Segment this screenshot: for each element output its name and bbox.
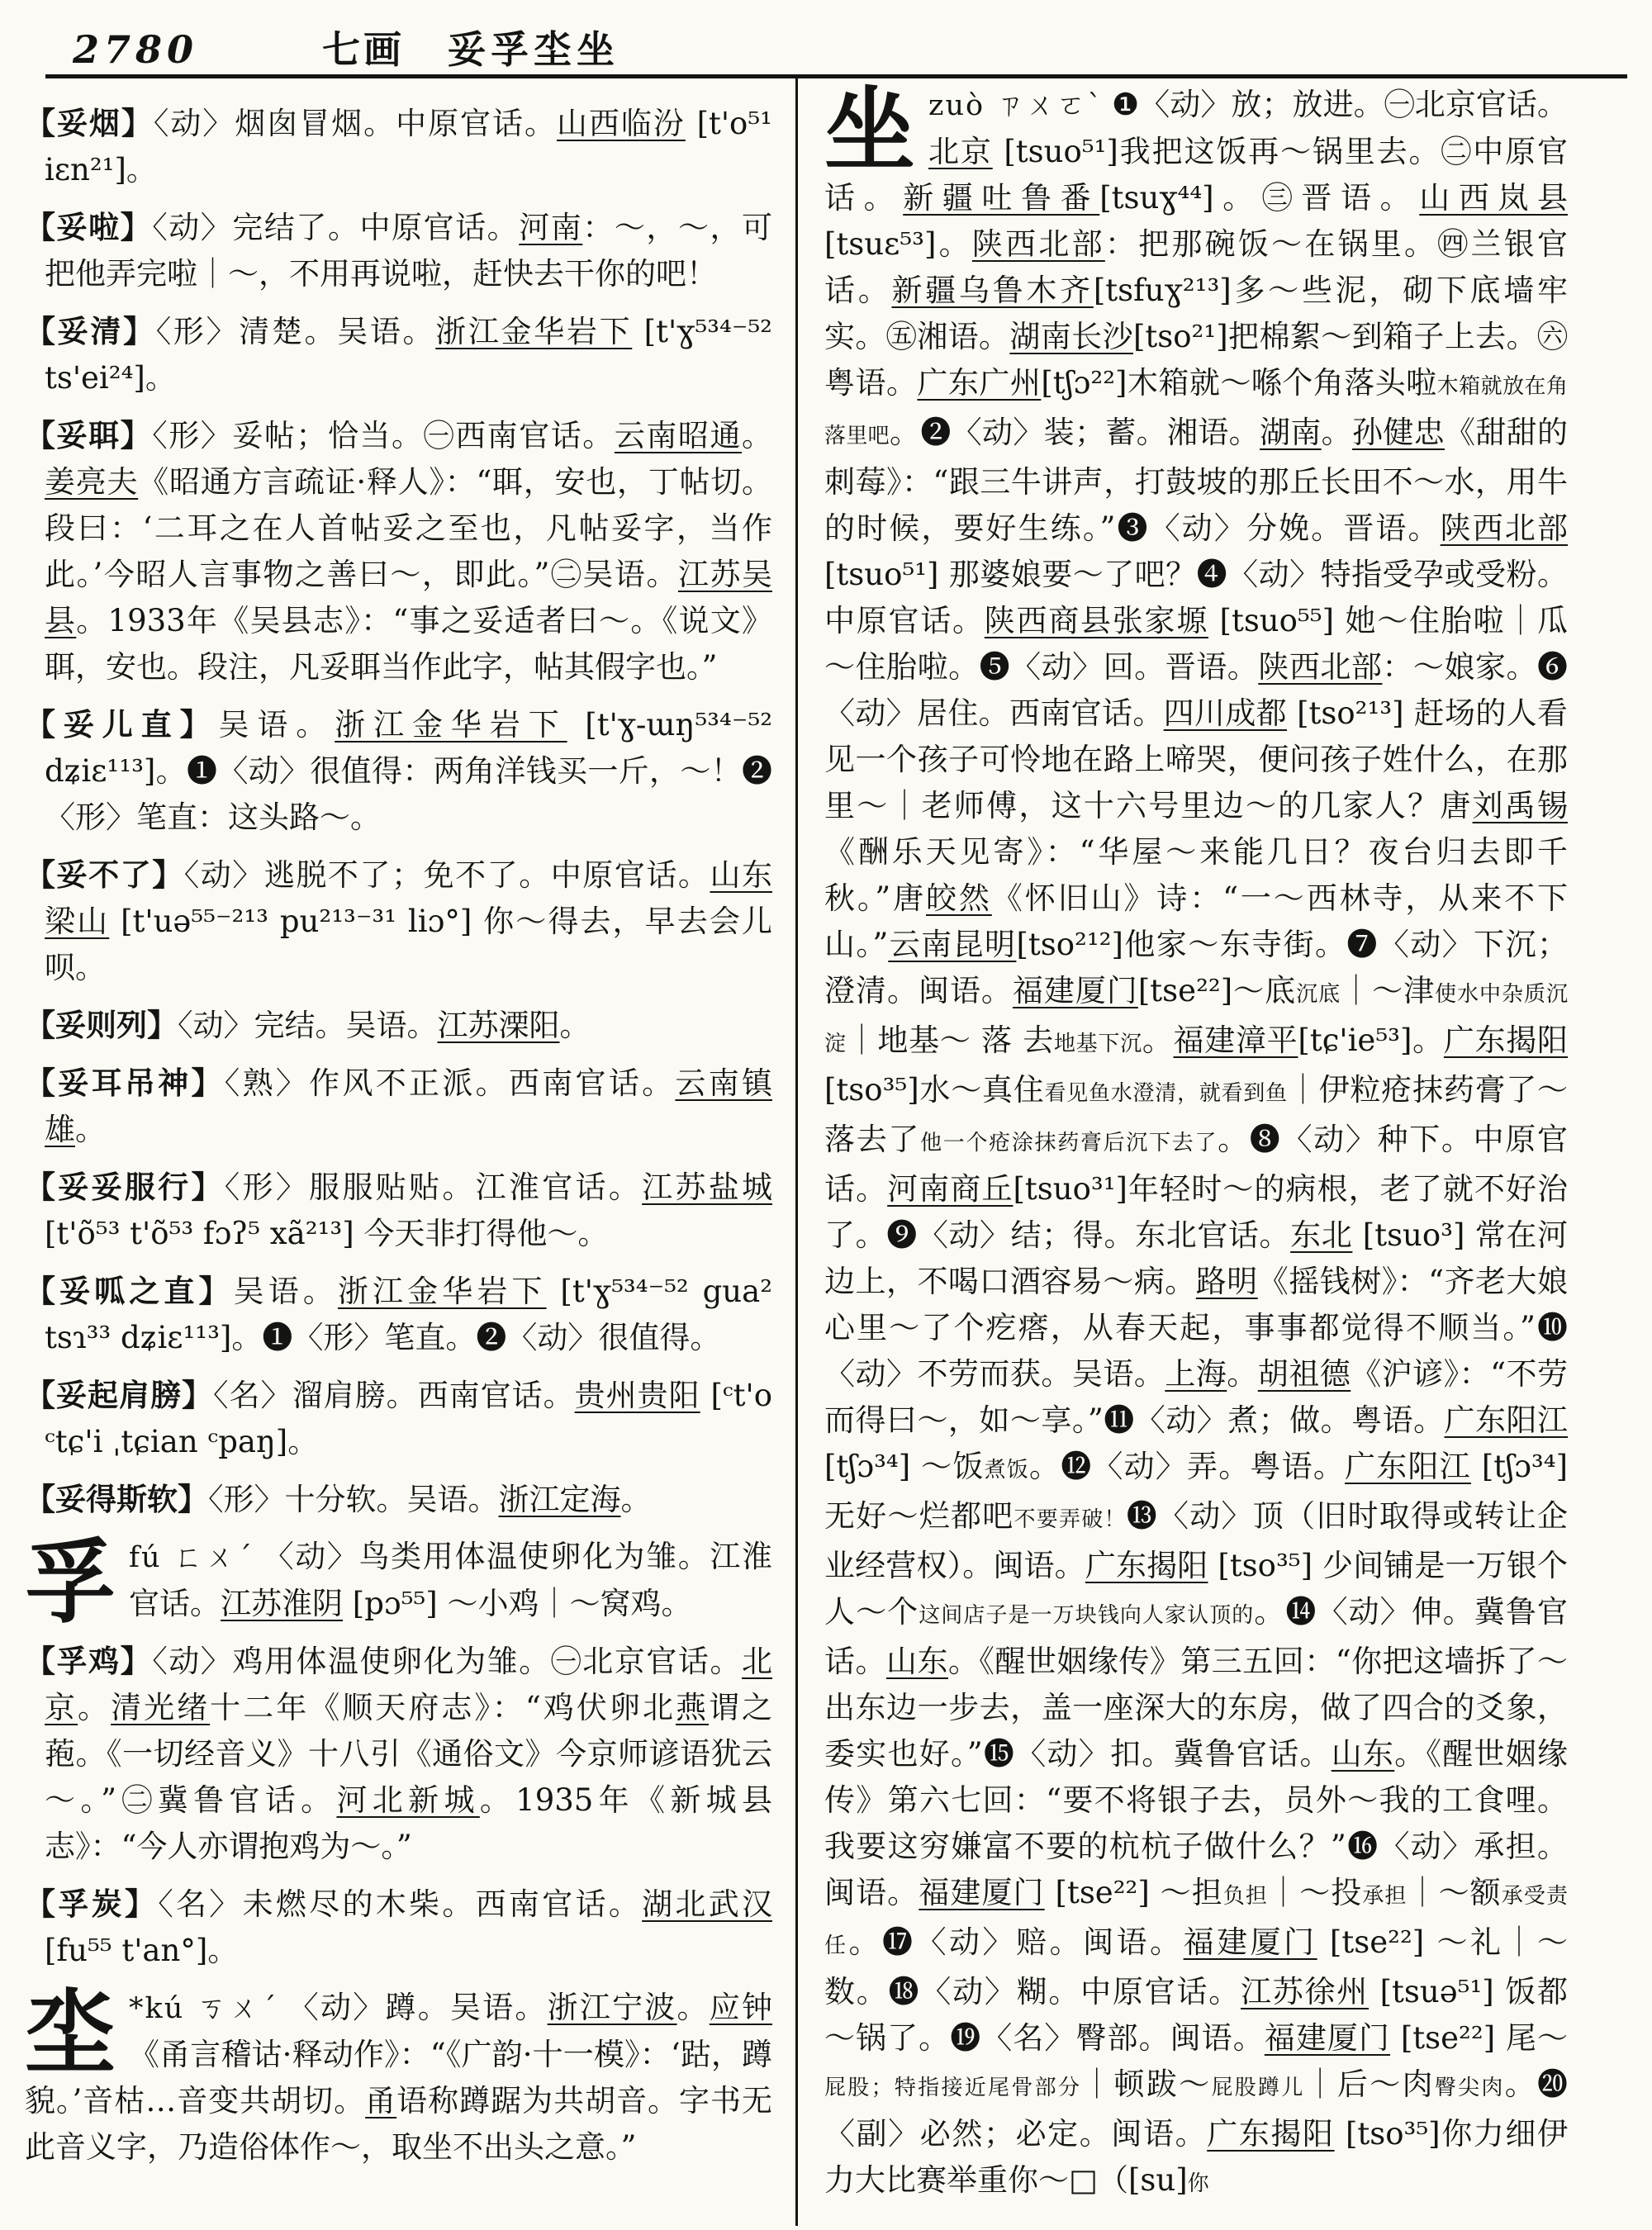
entry-fu-character — [25, 1529, 772, 1635]
entry-headword: 【妥烟】 — [25, 105, 154, 141]
entry-tuotuofuxing — [25, 1164, 772, 1257]
entry-headword: 【妥得斯软】 — [25, 1481, 208, 1517]
stroke-section-label: 七画 — [322, 27, 406, 72]
entry-futan — [25, 1881, 772, 1974]
entry-body: 〈名〉未燃尽的木柴。西南官话。湖北武汉 [fu⁵⁵ t'an°]。 — [45, 1886, 773, 1968]
entry-headword: 【妥妥服行】 — [25, 1169, 225, 1205]
entry-zuo-character — [824, 78, 1569, 2207]
entry-body: 吴语。浙江金华岩下 [t'ɣ-ɯŋ⁵³⁴⁻⁵² dʑiɛ¹¹³]。❶〈动〉很值得：两角洋钱买一斤，～！❷〈形〉笔直：这头路～。 — [45, 707, 773, 835]
entry-tuotie — [25, 412, 772, 690]
right-column — [798, 78, 1591, 2226]
entry-headword: 【孚炭】 — [25, 1886, 159, 1922]
left-column — [0, 78, 795, 2226]
entry-body: 吴语。浙江金华岩下 [t'ɣ⁵³⁴⁻⁵² gua² tsɿ³³ dʑiɛ¹¹³]。❶〈形〉笔直。❷〈动〉很值得。 — [45, 1274, 773, 1355]
entry-tuoerzhi — [25, 701, 772, 841]
entry-body: 〈动〉鸡用体温使卵化为雏。㊀北京官话。北京。清光绪十二年《顺天府志》：“鸡伏卵北燕谓之菢。《一切经音义》十八引《通俗文》今京师谚语犹云～。”㊁冀鲁官话。河北新城。1935年《新城县志》：“今人亦谓抱鸡为～。” — [45, 1644, 773, 1864]
entry-headword: 【妥儿直】 — [25, 706, 219, 743]
entry-tuozelie — [25, 1002, 772, 1049]
entry-headword: 【妥起肩膀】 — [25, 1377, 214, 1413]
entry-body: 〈动〉完结。吴语。江苏溧阳。 — [178, 1008, 591, 1043]
entry-body: 〈形〉清楚。吴语。浙江金华岩下 [t'ɣ⁵³⁴⁻⁵² ts'ei²⁴]。 — [45, 314, 773, 396]
pronunciation: zuò ㄗㄨㄛˋ — [928, 89, 1104, 122]
entry-fuji — [25, 1638, 772, 1870]
pronunciation: fú ㄈㄨˊ — [129, 1541, 255, 1574]
entry-body: ❶〈动〉放；放进。㊀北京官话。北京 [tsuo⁵¹]我把这饭再～锅里去。㊁中原官话。新疆吐鲁番[tsuɣ⁴⁴]。㊂晋语。山西岚县[tsuɛ⁵³]。陕西北部：把那碗饭～在锅里。㊃兰银官话。新疆乌鲁木齐[tsfuɣ²¹³]多～些泥，砌下底墙牢实。㊄湘语。湖南长沙[tso²¹]把棉絮～到箱子上去。㊅粤语。广东广州[tʃɔ²²]木箱就～喺个角落头啦木箱就放在角落里吧。❷〈动〉装；蓄。湘语。湖南。孙健忠《甜甜的刺莓》：“跟三牛讲声，打鼓坡的那丘长田不～水，用牛的时候，要好生练。”❸〈动〉分娩。晋语。陕西北部 [tsuo⁵¹] 那婆娘要～了吧？❹〈动〉特指受孕或受粉。中原官话。陕西商县张家塬 [tsuo⁵⁵] 她～住胎啦｜瓜～住胎啦。❺〈动〉回。晋语。陕西北部：～娘家。❻〈动〉居住。西南官话。四川成都 [tso²¹³] 赶场的人看见一个孩子可怜地在路上啼哭，便问孩子姓什么，在那里～｜老师傅，这十六号里边～的几家人？唐刘禹锡《酬乐天见寄》：“华屋～来能几日？夜台归去即千秋。”唐皎然《怀旧山》诗：“一～西林寺，从来不下山。”云南昆明[tso²¹²]他家～东寺街。❼〈动〉下沉；澄清。闽语。福建厦门[tse²²]～底沉底｜～津使水中杂质沉淀｜地基～ 落 去地基下沉。福建漳平[tɕ'ie⁵³]。广东揭阳[tso³⁵]水～真住看见鱼水澄清，就看到鱼｜伊粒疮抹药膏了～落去了他一个疮涂抹药膏后沉下去了。❽〈动〉种下。中原官话。河南商丘[tsuo³¹]年轻时～的病根，老了就不好治了。❾〈动〉结；得。东北官话。东北 [tsuo³] 常在河边上，不喝口酒容易～病。路明《摇钱树》：“齐老大娘心里～了个疙瘩，从春天起，事事都觉得不顺当。”❿〈动〉不劳而获。吴语。上海。胡祖德《沪谚》：“不劳而得曰～，如～享。”⓫〈动〉煮；做。粤语。广东阳江 [tʃɔ³⁴] ～饭煮饭。⓬〈动〉弄。粤语。广东阳江 [tʃɔ³⁴] 无好～烂都吧不要弄破！⓭〈动〉顶（旧时取得或转让企业经营权）。闽语。广东揭阳 [tso³⁵] 少间铺是一万银个人～个这间店子是一万块钱向人家认顶的。⓮〈动〉伸。冀鲁官话。山东。《醒世姻缘传》第三五回：“你把这墙拆了～出东边一步去，盖一座深大的东房，做了四合的爻象，委实也好。”⓯〈动〉扣。冀鲁官话。山东。《醒世姻缘传》第六七回：“要不将银子去，员外～我的工食哩。我要这穷嫌富不要的杭杭子做什么？”⓰〈动〉承担。闽语。福建厦门 [tse²²] ～担负担｜～投承担｜～额承受责任。⓱〈动〉赔。闽语。福建厦门 [tse²²] ～礼｜～数。⓲〈动〉糊。中原官话。江苏徐州 [tsuə⁵¹] 饭都～锅了。⓳〈名〉臀部。闽语。福建厦门 [tse²²] 尾～屁股；特指接近尾骨部分｜顿跋～屁股蹲儿｜后～肉臀尖肉。⓴〈副〉必然；必定。闽语。广东揭阳 [tso³⁵]你力细伊力大比赛举重你～□（[su]你 — [824, 87, 1569, 2198]
entry-tuoguazhizhi — [25, 1268, 772, 1361]
head-character: 坔 — [25, 1980, 116, 2086]
entry-body: 〈动〉完结了。中原官话。河南：～，～，可把他弄完啦｜～，不用再说啦，赶快去干你的吧！ — [45, 210, 773, 292]
entry-headword: 【妥耳吊神】 — [25, 1065, 225, 1101]
entry-body: 〈形〉妥帖；恰当。㊀西南官话。云南昭通。姜亮夫《昭通方言疏证·释人》：“聑，安也，丁帖切。段曰：‘二耳之在人首帖妥之至也，凡帖妥字，当作此。’今昭人言事物之善曰～，即此。”㊁吴语。江苏吴县。1933年《吴县志》：“事之妥适者曰～。《说文》聑，安也。段注，凡妥聑当作此字，帖其假字也。” — [45, 418, 773, 685]
page-number: 2780 — [73, 27, 199, 72]
head-character: 坐 — [824, 78, 915, 183]
entry-body: 〈形〉十分软。吴语。浙江定海。 — [208, 1482, 652, 1517]
pronunciation: *kú ㄎㄨˊ — [129, 1992, 280, 2025]
entry-tuodesiruan — [25, 1476, 772, 1523]
entry-body: 〈形〉服服贴贴。江淮官话。江苏盐城 [t'õ⁵³ t'õ⁵³ fɔʔ⁵ xã²¹³] 今天非打得他～。 — [45, 1170, 773, 1251]
entry-headword: 【妥聑】 — [25, 417, 153, 453]
entry-headword: 【孚鸡】 — [25, 1643, 153, 1679]
entry-tuola — [25, 204, 772, 297]
entry-tuoqing — [25, 308, 772, 401]
entry-body: 〈动〉蹲。吴语。浙江宁波。应钟《甬言稽诂·释动作》：“《广韵·十一模》：‘跍，蹲貌。’音枯…音变共胡切。甬语称蹲踞为共胡音。字书无此音义字，乃造俗体作～，取坐不出头之意。” — [25, 1990, 773, 2165]
entry-tuoqijianbang — [25, 1372, 772, 1465]
entry-headword: 【妥呱之直】 — [25, 1273, 234, 1309]
entry-body: 〈动〉鸟类用体温使卵化为雏。江淮官话。江苏淮阴 [pɔ⁵⁵] ～小鸡｜～窝鸡。 — [129, 1539, 772, 1621]
entry-ku-character — [25, 1980, 773, 2171]
entry-body: 〈动〉烟囱冒烟。中原官话。山西临汾 [t'o⁵¹ iɛn²¹]。 — [45, 106, 772, 187]
entry-headword: 【妥清】 — [25, 313, 156, 349]
entry-tuobuliao — [25, 852, 772, 991]
entry-body: 〈名〉溜肩膀。西南官话。贵州贵阳 [ᶜt'o ᶜtɕ'i ˌtɕian ᶜpaŋ]。 — [45, 1378, 773, 1459]
entry-headword: 【妥不了】 — [25, 856, 184, 893]
two-column-body — [0, 78, 1652, 2226]
entry-body: 〈动〉逃脱不了；免不了。中原官话。山东梁山 [t'uə⁵⁵⁻²¹³ pu²¹³⁻³¹ liɔ°] 你～得去，早去会儿呗。 — [45, 857, 773, 985]
section-headword-chars: 妥孚坔坐 — [448, 27, 620, 72]
entry-headword: 【妥啦】 — [25, 209, 153, 245]
head-character: 孚 — [25, 1529, 116, 1635]
entry-headword: 【妥则列】 — [25, 1007, 178, 1043]
page-header — [0, 0, 1652, 72]
entry-tuoyan — [25, 100, 772, 193]
entry-tuoerdiaoshen — [25, 1060, 772, 1153]
entry-body: 〈熟〉作风不正派。西南官话。云南镇雄。 — [45, 1065, 773, 1147]
